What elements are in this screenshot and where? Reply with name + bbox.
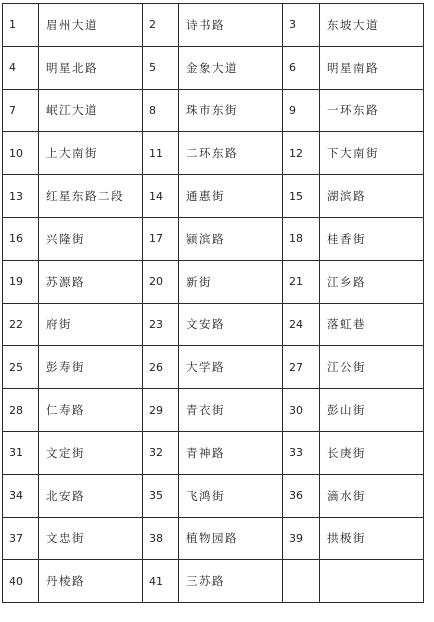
row-number-cell: 4 xyxy=(3,46,39,89)
table-row xyxy=(3,389,424,432)
row-number-cell: 33 xyxy=(283,431,320,474)
row-number-cell: 26 xyxy=(143,346,179,389)
table-row xyxy=(3,560,424,603)
table-row xyxy=(3,89,424,132)
street-name-cell: 岷江大道 xyxy=(39,89,143,132)
row-number-cell: 7 xyxy=(3,89,39,132)
street-name-cell: 江乡路 xyxy=(320,260,424,303)
row-number-cell: 40 xyxy=(3,560,39,603)
row-number-cell: 9 xyxy=(283,89,320,132)
street-name-cell: 青神路 xyxy=(179,431,283,474)
row-number-cell: 30 xyxy=(283,389,320,432)
row-number-cell: 21 xyxy=(283,260,320,303)
street-name-cell: 文忠街 xyxy=(39,517,143,560)
street-name-cell: 二环东路 xyxy=(179,132,283,175)
street-name-cell: 兴隆街 xyxy=(39,217,143,260)
street-name-cell: 滴水街 xyxy=(320,474,424,517)
street-name-cell: 眉州大道 xyxy=(39,4,143,47)
row-number-cell: 34 xyxy=(3,474,39,517)
row-number-cell: 12 xyxy=(283,132,320,175)
table-row xyxy=(3,217,424,260)
street-name-cell: 明星南路 xyxy=(320,46,424,89)
street-name-cell: 通惠街 xyxy=(179,175,283,218)
street-name-cell: 北安路 xyxy=(39,474,143,517)
row-number-cell: 18 xyxy=(283,217,320,260)
row-number-cell: 27 xyxy=(283,346,320,389)
street-name-cell: 湖滨路 xyxy=(320,175,424,218)
row-number-cell: 35 xyxy=(143,474,179,517)
street-name-cell: 金象大道 xyxy=(179,46,283,89)
street-name-cell: 江公街 xyxy=(320,346,424,389)
table-row xyxy=(3,260,424,303)
row-number-cell: 32 xyxy=(143,431,179,474)
street-name-cell: 府街 xyxy=(39,303,143,346)
street-name-cell: 文安路 xyxy=(179,303,283,346)
row-number-cell: 14 xyxy=(143,175,179,218)
row-number-cell: 5 xyxy=(143,46,179,89)
row-number-cell: 41 xyxy=(143,560,179,603)
street-name-cell: 植物园路 xyxy=(179,517,283,560)
street-name-cell: 丹棱路 xyxy=(39,560,143,603)
row-number-cell: 20 xyxy=(143,260,179,303)
row-number-cell: 22 xyxy=(3,303,39,346)
row-number-cell: 3 xyxy=(283,4,320,47)
street-name-cell: 青衣街 xyxy=(179,389,283,432)
table-row xyxy=(3,303,424,346)
row-number-cell: 15 xyxy=(283,175,320,218)
street-name-cell: 下大南街 xyxy=(320,132,424,175)
table-row xyxy=(3,517,424,560)
street-name-cell: 彭寿街 xyxy=(39,346,143,389)
street-name-cell: 苏源路 xyxy=(39,260,143,303)
street-name-cell: 一环东路 xyxy=(320,89,424,132)
table-row xyxy=(3,346,424,389)
row-number-cell: 16 xyxy=(3,217,39,260)
street-name-cell: 三苏路 xyxy=(179,560,283,603)
street-name-cell: 拱极街 xyxy=(320,517,424,560)
row-number-cell: 28 xyxy=(3,389,39,432)
row-number-cell: 25 xyxy=(3,346,39,389)
table-body xyxy=(3,4,424,603)
street-name-cell: 明星北路 xyxy=(39,46,143,89)
street-name-cell: 长庚街 xyxy=(320,431,424,474)
street-name-cell: 彭山街 xyxy=(320,389,424,432)
row-number-cell: 38 xyxy=(143,517,179,560)
row-number-cell: 37 xyxy=(3,517,39,560)
row-number-cell: 29 xyxy=(143,389,179,432)
table-row xyxy=(3,46,424,89)
row-number-cell: 2 xyxy=(143,4,179,47)
table-row xyxy=(3,175,424,218)
street-name-cell: 东坡大道 xyxy=(320,4,424,47)
row-number-cell: 10 xyxy=(3,132,39,175)
street-name-cell: 桂香街 xyxy=(320,217,424,260)
row-number-cell: 8 xyxy=(143,89,179,132)
table-row xyxy=(3,431,424,474)
street-name-cell: 大学路 xyxy=(179,346,283,389)
row-number-cell: 17 xyxy=(143,217,179,260)
table-row xyxy=(3,4,424,47)
street-name-cell: 诗书路 xyxy=(179,4,283,47)
street-name-cell: 上大南街 xyxy=(39,132,143,175)
row-number-cell xyxy=(283,560,320,603)
row-number-cell: 1 xyxy=(3,4,39,47)
row-number-cell: 24 xyxy=(283,303,320,346)
row-number-cell: 31 xyxy=(3,431,39,474)
row-number-cell: 13 xyxy=(3,175,39,218)
street-name-cell: 新街 xyxy=(179,260,283,303)
street-name-cell: 珠市东街 xyxy=(179,89,283,132)
street-name-cell: 文定街 xyxy=(39,431,143,474)
table-row xyxy=(3,132,424,175)
row-number-cell: 11 xyxy=(143,132,179,175)
street-name-cell: 飞鸿街 xyxy=(179,474,283,517)
street-name-cell: 红星东路二段 xyxy=(39,175,143,218)
row-number-cell: 23 xyxy=(143,303,179,346)
row-number-cell: 39 xyxy=(283,517,320,560)
row-number-cell: 6 xyxy=(283,46,320,89)
row-number-cell: 19 xyxy=(3,260,39,303)
table-row xyxy=(3,474,424,517)
street-name-cell: 仁寿路 xyxy=(39,389,143,432)
row-number-cell: 36 xyxy=(283,474,320,517)
street-name-cell xyxy=(320,560,424,603)
street-name-table xyxy=(2,3,424,603)
street-name-cell: 颍滨路 xyxy=(179,217,283,260)
street-name-cell: 落虹巷 xyxy=(320,303,424,346)
